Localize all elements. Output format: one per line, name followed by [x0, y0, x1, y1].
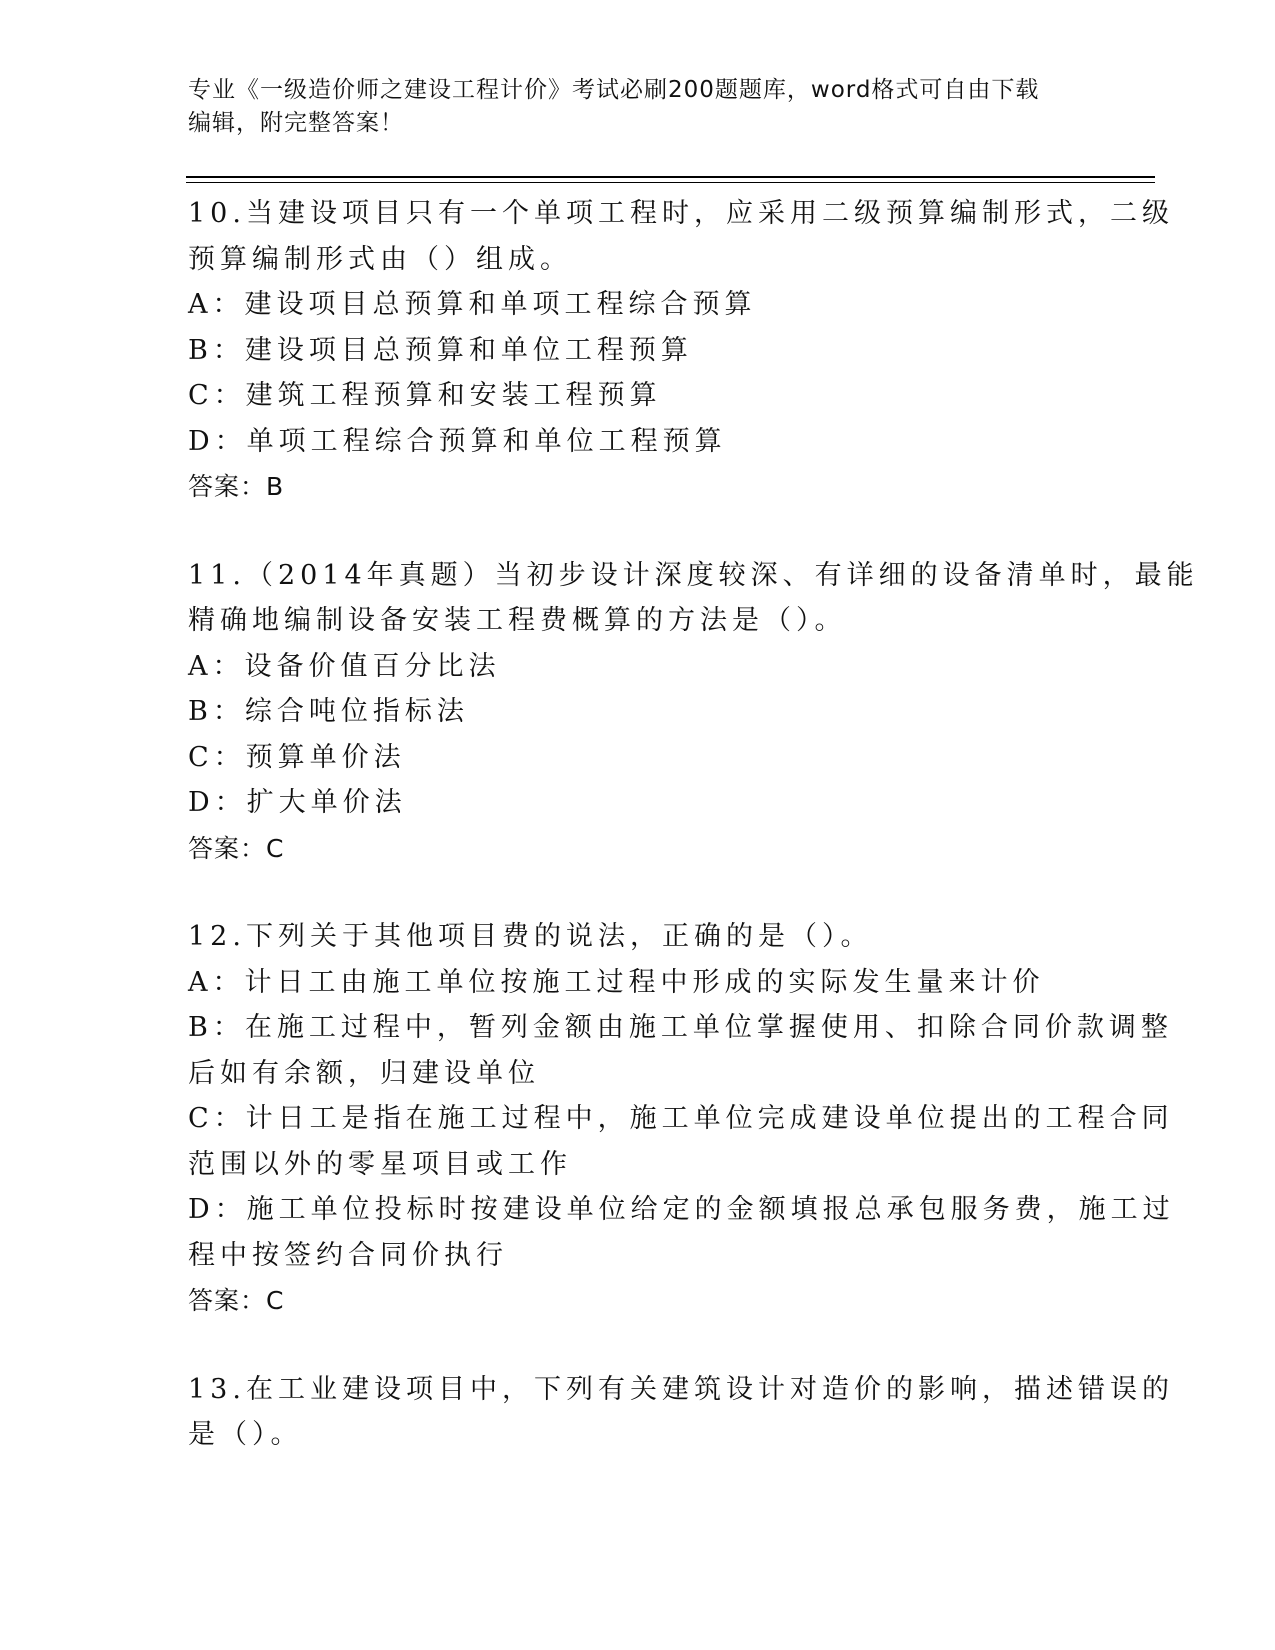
answer-option: B：在施工过程中，暂列金额由施工单位掌握使用、扣除合同价款调整 — [188, 1012, 1173, 1043]
question-stem: 12.下列关于其他项目费的说法，正确的是（）。 — [188, 921, 873, 952]
question-stem: 是（）。 — [188, 1419, 303, 1450]
answer-option: D：扩大单价法 — [188, 787, 407, 818]
document-header — [188, 74, 1078, 140]
question-block — [188, 553, 1199, 872]
answer-option: 范围以外的零星项目或工作 — [188, 1148, 572, 1180]
question-stem: 预算编制形式由（）组成。 — [188, 243, 572, 275]
question-stem: 13.在工业建设项目中，下列有关建筑设计对造价的影响，描述错误的 — [188, 1373, 1174, 1405]
answer-option: 程中按签约合同价执行 — [188, 1239, 508, 1271]
answer-option: D：单项工程综合预算和单位工程预算 — [188, 425, 727, 457]
answer-option: C：建筑工程预算和安装工程预算 — [188, 380, 662, 411]
answer-option: 后如有余额，归建设单位 — [188, 1057, 540, 1089]
header-rule-thin — [186, 182, 1155, 183]
question-stem: 精确地编制设备安装工程费概算的方法是（）。 — [188, 605, 847, 636]
answer-option: A：建设项目总预算和单项工程综合预算 — [188, 289, 757, 320]
answer-key: 答案：C — [188, 833, 285, 863]
answer-option: B：综合吨位指标法 — [188, 696, 469, 727]
question-block — [188, 914, 1175, 1324]
question-list — [188, 191, 1199, 1501]
answer-option: A：设备价值百分比法 — [188, 650, 501, 682]
question-block — [188, 191, 1174, 510]
answer-option: B：建设项目总预算和单位工程预算 — [188, 334, 693, 366]
question-stem: 11.（2014年真题）当初步设计深度较深、有详细的设备清单时，最能 — [188, 559, 1199, 591]
question-block — [188, 1367, 1174, 1458]
header-line-1: 专业《一级造价师之建设工程计价》考试必刷200题题库，word格式可自由下载 — [188, 77, 1040, 103]
answer-option: D：施工单位投标时按建设单位给定的金额填报总承包服务费，施工过 — [188, 1194, 1175, 1225]
answer-option: C：预算单价法 — [188, 741, 406, 773]
answer-option: C：计日工是指在施工过程中，施工单位完成建设单位提出的工程合同 — [188, 1103, 1174, 1134]
question-stem: 10.当建设项目只有一个单项工程时，应采用二级预算编制形式，二级 — [188, 198, 1174, 229]
answer-key: 答案：C — [188, 1286, 285, 1315]
answer-option: A：计日工由施工单位按施工过程中形成的实际发生量来计价 — [188, 966, 1045, 998]
answer-key: 答案：B — [188, 472, 285, 501]
header-rule-thick — [186, 176, 1155, 178]
header-line-2: 编辑，附完整答案！ — [188, 110, 404, 136]
